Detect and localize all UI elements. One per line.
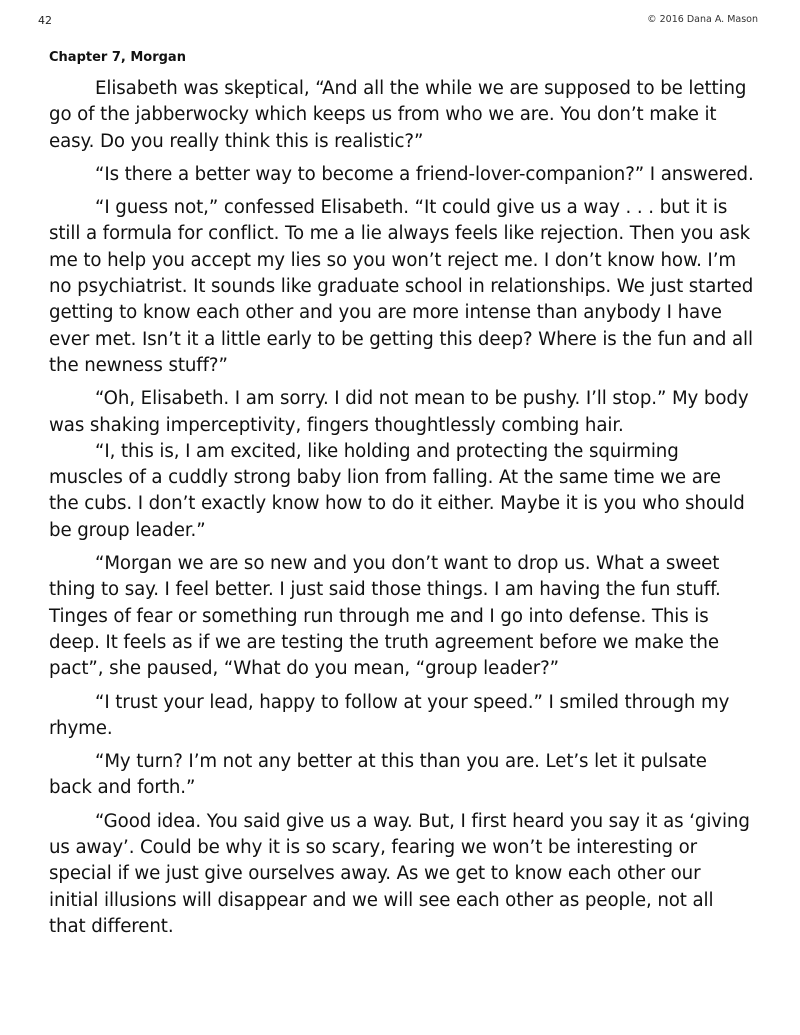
paragraph: “Is there a better way to become a friend-lover-companion?” I answered.	[95, 163, 754, 185]
paragraph: “Morgan we are so new and you don’t want to drop us. What a sweet thing to say. I feel better. I just said those things. I am having the fun stuff. Tinges of fear or something run through me and I go into defense. This is deep. It feels as if we are testing the truth agreement before we make the pact”, she paused, “What do you mean, “group leader?”	[49, 553, 721, 680]
page-number: 42	[38, 14, 52, 27]
paragraph: “My turn? I’m not any better at this than you are. Let’s let it pulsate back and forth.”	[49, 751, 707, 799]
chapter-heading: Chapter 7, Morgan	[49, 50, 186, 65]
paragraph: “I guess not,” confessed Elisabeth. “It could give us a way . . . but it is still a formula for conflict. To me a lie always feels like rejection. Then you ask me to help you accept my lies so you won’t reject me. I don’t know how. I’m no psychiatrist. It sounds like graduate school in relationships. We just started getting to know each other and you are more intense than anybody I have ever met. Isn’t it a little early to be getting this deep? Where is the fun and all the newness stuff?”	[49, 197, 754, 376]
paragraph: Elisabeth was skeptical, “And all the while we are supposed to be letting go of the jabberwocky which keeps us from who we are. You don’t make it easy. Do you really think this is realistic?”	[49, 78, 747, 152]
copyright-notice: © 2016 Dana A. Mason	[647, 14, 758, 25]
paragraph: “I, this is, I am excited, like holding and protecting the squirming muscles of a cuddly strong baby lion from falling. At the same time we are the cubs. I don’t exactly know how to do it either. Maybe it is you who should be group leader.”	[49, 440, 745, 541]
body-text	[49, 76, 755, 947]
paragraph: “Oh, Elisabeth. I am sorry. I did not mean to be pushy. I’ll stop.” My body was shaking imperceptivity, fingers thoughtlessly combing hair.	[49, 388, 749, 436]
paragraph: “I trust your lead, happy to follow at your speed.” I smiled through my rhyme.	[49, 691, 730, 739]
paragraph: “Good idea. You said give us a way. But, I first heard you say it as ‘giving us away’. Could be why it is so scary, fearing we won’t be interesting or special if we just give ourselves away. As we get to know each other our initial illusions will disappear and we will see each other as people, not all that different.	[49, 810, 750, 937]
